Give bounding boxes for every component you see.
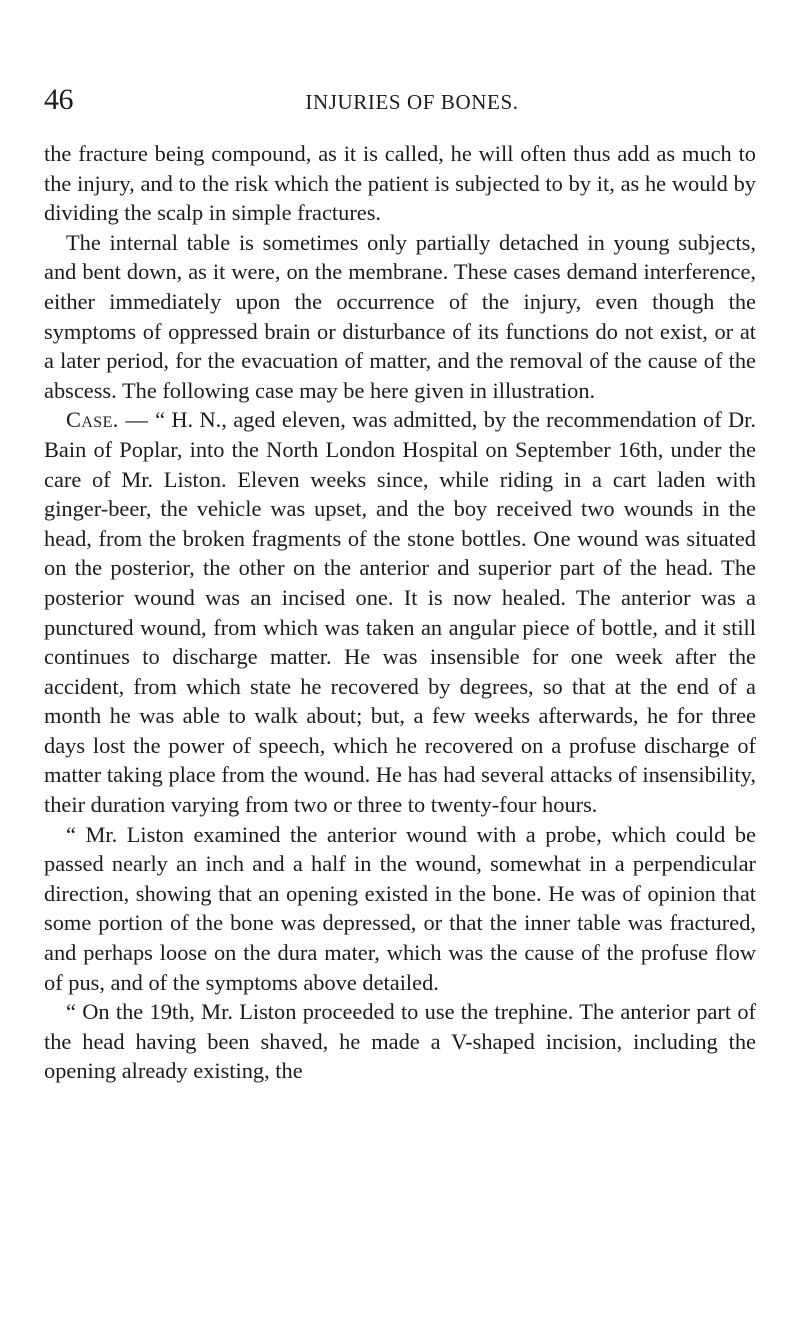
paragraph	[44, 139, 756, 228]
running-title: INJURIES OF BONES.	[305, 90, 519, 114]
case-label: Case. —	[66, 407, 156, 433]
page-number: 46	[44, 83, 73, 116]
paragraph-text: “ Mr. Liston examined the anterior wound with a probe, which could be passed nearly an inch and a half in the wound, somewhat in a perpendicular direction, showing that an opening existed in the bone. He was of opinion that some portion of the bone was depressed, or that the inner table was fractured, and perhaps loose on the dura mater, which was the cause of the profuse flow of pus, and of the symptoms above detailed.	[44, 821, 756, 995]
paragraph	[44, 228, 756, 406]
paragraph-text: the fracture being compound, as it is called, he will often thus add as much to the injury, and to the risk which the patient is subjected to by it, as he would by dividing the scalp in simple fractures.	[44, 141, 756, 226]
body-text	[44, 139, 756, 1086]
paragraph-text: “ H. N., aged eleven, was admitted, by the recommendation of Dr. Bain of Poplar, into the North London Hospital on September 16th, under the care of Mr. Liston. Eleven weeks since, while riding in a cart laden with ginger-beer, the vehicle was upset, and the boy received two wounds in the head, from the broken fragments of the stone bottles. One wound was situated on the posterior, the other on the anterior and superior part of the head. The posterior wound was an incised one. It is now healed. The anterior was a punctured wound, from which was taken an angular piece of bottle, and it still continues to discharge matter. He was insensible for one week after the accident, from which state he recovered by degrees, so that at the end of a month he was able to walk about; but, a few weeks afterwards, he for three days lost the power of speech, which he recovered on a profuse discharge of matter taking place from the wound. He has had several attacks of insensibility, their duration varying from two or three to twenty-four hours.	[44, 407, 757, 818]
paragraph	[44, 997, 756, 1086]
page-header	[44, 84, 756, 124]
paragraph-text: “ On the 19th, Mr. Liston proceeded to use the trephine. The anterior part of the head having been shaved, he made a V-shaped incision, including the opening already existing, the	[44, 999, 756, 1084]
case-paragraph	[44, 405, 756, 819]
paragraph	[44, 820, 756, 998]
paragraph-text: The internal table is sometimes only partially detached in young subjects, and bent down, as it were, on the membrane. These cases demand interference, either immediately upon the occurrence of the injury, even though the symptoms of oppressed brain or disturbance of its functions do not exist, or at a later period, for the evacuation of matter, and the removal of the cause of the abscess. The following case may be here given in illustration.	[44, 229, 756, 403]
